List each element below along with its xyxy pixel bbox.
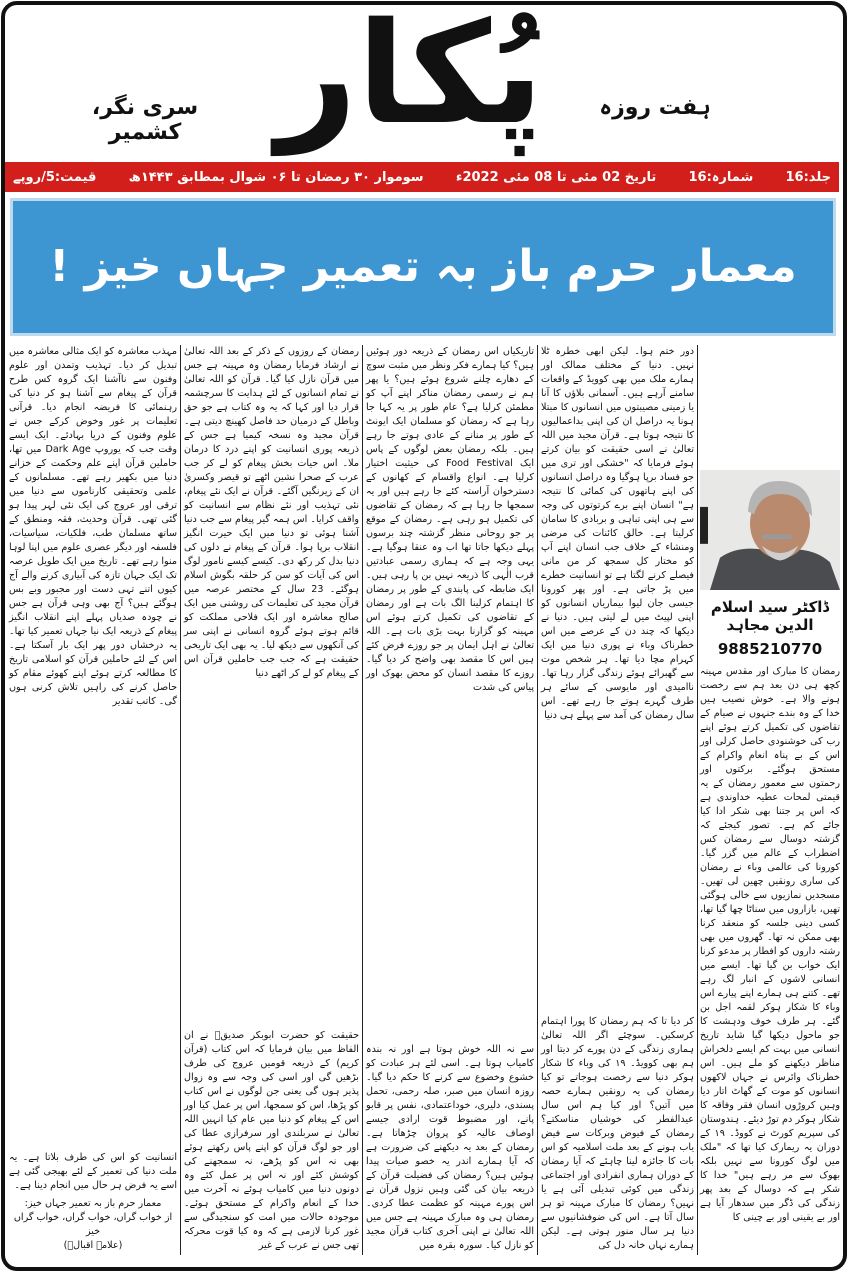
article-line: کرنے کی راہیں تلاش کرنی ہوں گی۔ کاتب تقدیر xyxy=(9,682,177,707)
column-divider xyxy=(180,345,181,1255)
article-line: رمضان کے فیوض وبرکات سے فیض یاب xyxy=(541,1128,694,1153)
article-line: ہوئے اس مہینہ کو گزارنا بہت بڑی بات ہے۔ xyxy=(366,612,534,637)
article-line: تعمیر کے لئے بھیجی گئی ہے اسے یہ فرض ہر حال xyxy=(9,1166,177,1191)
article-line: ہیں؟ کیا ہمارے فکر ونظر میں مثبت سوچ کے xyxy=(366,360,534,385)
article-line: ہوتی ہے۔ لیکن ہمارے نہاں خانہ دل کی xyxy=(541,1226,694,1251)
article-line: ہے۔ قرآن مجید میں اللہ تعالیٰ نے اسی حقیقت کو xyxy=(541,430,694,455)
article-line: صیام کے تقاضوں کی تکمیل کرتے ہوئے اپنے xyxy=(700,708,840,733)
article-column-5 xyxy=(9,345,177,1253)
column-end xyxy=(366,1043,534,1253)
article-line: ایک گروہ کس طرح قرآن کے پیغام سے آشنا ہو xyxy=(9,374,177,399)
price: قیمت:5/روپے xyxy=(13,169,97,185)
top-text-block xyxy=(9,345,177,709)
article-line: سے نہ اللہ خوش ہوتا ہے اور نہ بندہ کامیاب xyxy=(366,1044,534,1069)
article-line: بعد ہم سے رخصت ہونے والا ہے۔ خوش xyxy=(700,680,840,705)
article-line: کرتوتوں کی وجہ سے ہی اپنی تباہی و بربادی کا xyxy=(541,500,694,525)
column-end xyxy=(541,1015,694,1253)
article-line: لینا چاہئے کہ آیا رمضان کے دوران ہماری xyxy=(541,1156,694,1181)
article-line: دور ختم ہوا۔ لیکن ابھی خطرہ ٹلا نہیں۔ دنیا کے xyxy=(541,346,694,371)
article-line: ہوگئی تھیں، بازاروں میں سناٹا چھا گیا تھا، کسی xyxy=(700,890,840,929)
article-line: کئے وہ دونوں دنیا میں کامیاب ہوئے نہ آخرت میں خدا xyxy=(184,1170,359,1209)
article-line: ہونا یہ دراصل ان کی اپنی بداعمالیوں کا نتیجہ ہوتا xyxy=(541,416,694,441)
author-name: ڈاکٹر سید اسلام الدین مجاہد xyxy=(710,598,830,634)
article-line: بن گیا تھا۔ ایسے میں انسانی لاشوں کے انبار لگ xyxy=(700,960,840,985)
article-line: جان لیوا بیماریاں انسانوں کو اپنی لپیٹ میں لے xyxy=(541,598,694,623)
article-line: یہ بھی ایک تاریخی حقیقت ہے کہ جب جب xyxy=(184,640,359,665)
article-line: پابندی کے طور پر رمضان کا اہتمام کرلینا الگ xyxy=(366,584,535,609)
article-line: رکھ دی۔ کیسے کیسے نامور لوگ اس کی آیات کو سن xyxy=(184,556,359,581)
article-line: اللہ تعالیٰ نے اہل ایمان پر جو روزے فرض کئے xyxy=(366,626,534,651)
article-line: جا رہے ہیں۔ بلکہ رمضان بعض لوگوں کے پاس xyxy=(366,430,534,455)
article-line: قرآن ہے جس نے چودہ صدیاں پہلے اپنے xyxy=(9,598,177,623)
article-line: مسلمان طب، فلکیات، سیاسیات، فلسفہ اور دیگر xyxy=(9,528,177,553)
volume-number: جلد:16 xyxy=(785,169,831,185)
article-line: رسمی رمضان مناکر اپنے آپ کو مطمئن کرلیا ہے؟ xyxy=(366,388,535,413)
article-line: کورونا کی عالمی وباء نے رمضان کی ساری xyxy=(700,862,840,887)
poem-line: معمار حرم باز بہ تعمیر جہاں خیز: xyxy=(24,1198,162,1209)
article-line: رونقیں ہمارے حصہ میں آتیں؟ اور کیا ہم اس xyxy=(541,1086,694,1111)
article-line: دھارے چلنے شروع ہوئے ہیں؟ یا پھر ہم نے xyxy=(366,374,534,399)
article-line: ہے۔ رمضان کے موقع پر جو روحانی منظر گزشتہ xyxy=(366,514,534,539)
poem-line: از خواب گراں، خواب گراں، خواب گراں خیز xyxy=(13,1212,173,1237)
article-line: قابو پانے، اور مضبوط قوت ارادی جیسے اوصاف xyxy=(366,1100,534,1139)
column-end xyxy=(184,1029,359,1253)
article-line: انقلاب انگیز پیغام کے ذریعہ ایک نیا جہاں تعمیر xyxy=(9,612,177,637)
article-line: لیتی ہیں۔ دنیا نے دیکھا کہ چند دن کے عرصے xyxy=(541,612,694,637)
article-line: قرآن نازل کیا گیا۔ قرآن کو اللہ تعالیٰ نے تمام xyxy=(184,374,359,399)
article-line: سے دنیا میں ترقی اور عروج کی ایک نئی لہر پیدا ہو xyxy=(9,486,177,511)
article-line: الٰہی کا ذریعہ نہیں بن پا رہی ہیں۔ ایک ضابطہ کی xyxy=(366,570,534,595)
article-line: انسانی میں بہت کم ایسے دلخراش مناظر دیکھنے کو xyxy=(700,1044,840,1069)
article-line: تاریکیاں اس رمضان کے ذریعہ دور ہوئیں xyxy=(366,346,534,357)
article-line: اور اس کے پیغام کو دنیا میں عام کیا انہیں اللہ xyxy=(184,1100,359,1125)
article-line: ایک ایونٹ کے طور پر منانے کے عادی ہوتے xyxy=(366,416,534,441)
article-line: پورے کر دیتا اور ہم بھی کوویڈ۔ ۱۹ کی وباء کا شکار xyxy=(541,1044,694,1069)
article-line: خطرے میں پڑ جاتی ہے۔ اور پھر کورونا جیسی xyxy=(541,570,694,609)
article-line: قائم ہوتے ہوئے گروہ انسانی نے اپنی سر کی xyxy=(184,626,359,651)
article-line: ہوئی تو دنیا میں ایک حیرت انگیز انقلاب برپا xyxy=(184,528,359,553)
issue-info-bar xyxy=(5,162,839,192)
article-line: میں انجام دینا ہے۔ xyxy=(14,1180,89,1191)
article-line: وباء کا شکار ہوکر لقمہ اجل بن گئے۔ ہر طرف xyxy=(700,1002,840,1027)
article-line: قرآن نے اس پورے مہینہ کو عظمت xyxy=(366,1184,534,1209)
article-line: اس کے لئے حاملین قرآن کو اسلامی تاریخ کا xyxy=(9,654,177,679)
headline-banner xyxy=(10,198,836,336)
article-line: عرب کے صحرا نشین اٹھے تو قیصر وکسریٰ ان کے xyxy=(184,472,359,497)
article-line: رہا ہے کہ رمضان کے تقاضوں کی تکمیل ہو رہی xyxy=(366,500,534,525)
article-line: پناہ انعام واکرام کے مستحق ہوگئے۔ برکتوں اور xyxy=(700,750,840,775)
article-line: ہوا۔ قرآن کے پیغام نے دلوں کی دنیا بدل کر xyxy=(184,542,359,567)
article-line: ہوئے زندگی گزار رہا تھا۔ ناامیدی اور مایوسی xyxy=(541,668,694,693)
article-line: رمضان کا مبارک اور مقدس مہینہ کچھ ہی دن xyxy=(700,666,840,691)
article-line: عطا کردی۔ رمضان ہی وہ مبارک xyxy=(366,1198,534,1223)
article-line: کیا تھا۔ یہ درخشاں دور پھر ایک بار آسکتا ہے۔ xyxy=(9,626,177,651)
article-line: عام طور پر یہ کہا جا رہا ہے کہ رمضان کو مسلمان xyxy=(366,402,534,427)
article-line: ڈگر میں سدھار آیا ہے اور بے یقینی اور بے چینی کا xyxy=(700,1198,840,1223)
article-line: کے خلاف جب انسان اپنے آپ کو مختار کل سمجھ xyxy=(541,542,694,567)
article-line: رہے تھے۔ مسلمانوں کے علمی وتحقیقی کارناموں xyxy=(9,472,177,497)
article-line: ہے۔ اس کی ضوفشانیوں سے دنیا ہر سال منور xyxy=(541,1212,694,1237)
article-line: میں ایک صالح معاشرہ اور ایک فلاحی مملکت کو xyxy=(184,598,359,623)
article-line: کہرام مچا دیا تھا۔ ہر شخص موت سے گھبرائے xyxy=(541,654,694,679)
weekly-label: ہفت روزہ xyxy=(599,95,711,120)
article-line: بلاؤں کا آنا یا زمینی مصیبتوں میں انسانوں کا مبتلا xyxy=(541,388,694,413)
article-line: کے انعام واکرام کے مستحق ہوئے۔ موجودہ xyxy=(184,1198,359,1223)
article-line: مہذب معاشرہ کو ایک مثالی معاشرہ میں تبدیل xyxy=(9,346,177,371)
article-line: ذریعہ قومیں عروج کی طرف بڑھیں گی اور اسی کی xyxy=(184,1058,359,1083)
issue-number: شمارہ:16 xyxy=(688,169,754,185)
headline: معمار حرم باز بہ تعمیر جہاں خیز ! xyxy=(49,240,797,292)
article-line: کرایا۔ اس ہمہ گیر پیغام سے جب دنیا آشنا xyxy=(184,514,359,539)
bottom-text-block xyxy=(366,1043,534,1253)
article-line: درمان ملا۔ اس حیات بخش پیغام کو لے کر جب xyxy=(184,444,359,469)
top-text-block xyxy=(184,345,359,681)
article-line: حقیقت کو حضرت ابوبکر صدیقؓ نے ان الفاظ xyxy=(184,1030,359,1055)
article-line: کورونا سے نہیں بلکہ بھوک سے مر رہے ہیں" xyxy=(700,1156,840,1181)
article-line: کر من مانی فیصلے کرنے لگتا ہے تو انسانیت xyxy=(541,556,694,581)
logo-wordmark: پُکار xyxy=(276,0,544,156)
author-photo xyxy=(700,470,840,590)
article-line: تھے۔ اس سال رمضان کی آمد سے پہلے ہی دنیا xyxy=(541,696,694,721)
article-line: رب کی خوشنودی حاصل کرلی اور اس کے بے xyxy=(700,736,840,761)
article-line: انسانیت کو اس کی طرف بلاتا ہے۔ یہ ملت دنیا کی xyxy=(9,1152,177,1177)
article-line: مقصد انسان کو محض بھوک اور پیاس کی شدت xyxy=(366,668,534,693)
article-line: دوران یہ ریمارک کیا تھا کہ "ملک میں لوگ xyxy=(700,1142,840,1167)
article-line: نصیب ہیں خدا کے وہ بندے جنہوں نے xyxy=(700,694,840,719)
article-line: قرآن اپنے علم وحکمت کے خزانے دنیا میں بکھیر xyxy=(9,458,177,483)
article-line: ہیں اس کا مقصد بھی واضح کر دیا گیا۔ روزے کا xyxy=(366,654,534,679)
article-column-2 xyxy=(541,345,694,1253)
article-line: ہوتا ہے۔ اسی لئے ہر عبادت کو خشوع وخضوع xyxy=(366,1058,534,1083)
article-line: آبیاری کرنے والے آج کیوں اتنے تہی دست xyxy=(9,570,177,595)
article-line: کہا کہ یہ وہ کتاب ہے جو حق وباطل کے درمیان xyxy=(184,402,359,427)
article-line: صلہ رحمی، تحمل پسندی، دلیری، خوداعتمادی، نفس پر xyxy=(366,1086,534,1111)
masthead-logo xyxy=(240,0,580,165)
article-line: کر دیا تا کہ ہم رمضان کا پورا اہتمام کرسکیں۔ xyxy=(541,1016,694,1041)
bottom-text-block xyxy=(541,1015,694,1253)
article-line: کوویڈ کے واقعات سامنے آرہے ہیں۔ آسمانی xyxy=(541,374,695,399)
top-text-block xyxy=(700,665,840,1225)
article-line: خدا کا شکر ہے کہ دوسال کے بعد پھر زندگی کی xyxy=(700,1170,840,1209)
column-divider xyxy=(362,345,363,1255)
article-line: وجہ سے وہ زوال پذیر ہوں گی یعنی جن لوگوں xyxy=(184,1072,360,1097)
article-line: ملے ہیں۔ اس خطرناک وائرس نے جہاں لاکھوں xyxy=(700,1058,840,1083)
article-line: مختلف ممالک اور ہمارے ملک میں بھی xyxy=(541,360,694,385)
article-line: رہے تھے۔ کتنے ہی ہمارے اپنے پیارے اس xyxy=(700,974,840,999)
article-line: بھی رشتہ داروں کو افطار پر مدعو کرنا ایک خواب xyxy=(700,932,841,971)
issue-date: تاریخ 02 مئی تا 08 مئی 2022ء xyxy=(455,169,657,185)
article-line: عصری علوم میں اپنا لوہا منوا رہے تھے۔ تاریخ xyxy=(9,542,177,567)
article-line: کر دنیا کی رہنمائی کا فریضہ انجام دیا۔ قرآنی xyxy=(9,388,177,413)
article-line: سے کرنے کا حکم دیا گیا۔ روزہ انسان میں صبر، xyxy=(366,1072,534,1097)
article-line: یوروپ Dark Age میں تھا، حاملین xyxy=(9,444,177,469)
article-line: یا نہیں؟ رمضان کا مبارک مہینہ تو ہر سال آتا xyxy=(541,1184,694,1223)
article-line: دسترخوان آراستہ کئے جا رہے ہیں اور یہ سمجھا جا xyxy=(366,486,535,511)
article-column-1 xyxy=(700,665,840,1260)
article-column-4 xyxy=(184,345,359,1253)
top-text-block xyxy=(366,345,534,695)
article-line: نے اس کتاب کو پڑھا، اس کو سمجھا، اس پر عمل کیا xyxy=(184,1086,359,1111)
article-line: سال عیدالفطر کی خوشیاں مناسکتے؟ xyxy=(541,1100,694,1125)
article-column-3 xyxy=(366,345,534,1253)
article-line: خوف ودہشت کا جو ماحول دیکھا گیا شاید تاریخ xyxy=(700,1016,840,1041)
article-line: حد فاصل کھینچ دیتی ہے۔ قرآن مجید وہ نسخہ کیمیا xyxy=(184,416,359,441)
article-line: رونقیں چھین لی تھیں۔ مسجدیں نمازیوں سے خالی xyxy=(700,876,840,901)
article-line: مختصر عرصہ میں قرآن مجید کی تعلیمات کی روشنی xyxy=(184,584,359,609)
article-line: تعالیٰ نے سربلندی اور سرفرازی عطا کی اور جو xyxy=(184,1128,359,1153)
article-line: قرآن کے ذریعہ بیان کی گئی وہیں نزول xyxy=(366,1170,534,1195)
article-line: ہے۔ یہی وجہ ہے کہ ہماری رسمی عبادتیں قرب xyxy=(366,542,534,581)
article-line: صیات پیدا ہوئیں ہیں؟ رمضان کی فضیلت xyxy=(366,1156,534,1181)
author-portrait-image xyxy=(700,470,840,590)
article-line: اختیار کرلیا ہے۔ انواع واقسام کے کھانوں کے xyxy=(366,458,534,483)
article-line: میں اس خطرناک وباء نے پوری دنیا میں ایک xyxy=(541,626,694,651)
article-line: جائے کم ہے۔ تصور کیجئے کہ گزشتہ دوسال سے xyxy=(700,820,840,845)
poem-text-block xyxy=(9,1197,177,1253)
author-phone: 9885210770 xyxy=(717,640,823,658)
article-line: گئی تھی۔ قرآن وحدیث، فقہ ومنطق کے ساتھ xyxy=(9,514,177,539)
article-line: سوچئے اگر اللہ تعالیٰ ہماری زندگی کے دن xyxy=(541,1030,694,1055)
article-line: کر حلقہ بگوش اسلام ہوگئے۔ 23 سال کے xyxy=(184,570,359,595)
article-line: مہینہ ہے جس میں اللہ تعالیٰ نے اپنی آخری xyxy=(366,1212,534,1237)
article-line: دینی جلسہ کو منعقد کرنا بھی ممکن نہ تھا۔ گھروں میں xyxy=(700,918,840,943)
article-line: بات ہے اور رمضان کے تقاضوں کی تکمیل کرتے xyxy=(366,598,535,623)
article-line: جو فساد برپا ہوگیا وہ دراصل انسانوں کی اپنے xyxy=(541,472,694,497)
article-line: زیرنگیں آگئے۔ قرآن نے ایک نئے پیغام، نئی xyxy=(184,486,359,511)
city-label: سری نگر، کشمیر xyxy=(91,95,199,145)
bottom-text-block xyxy=(9,1151,177,1193)
poem-line: (علامہ اقبالؒ) xyxy=(63,1240,123,1251)
article-line: تعلیمات پر غور وخوض کرکے جس نے علوم وفنون xyxy=(9,416,177,441)
article-line: انفرادی اور اجتماعی زندگی میں کوئی تبدیلی آئی ہے xyxy=(541,1170,694,1195)
article-line: ہندوستان کی سپریم کورٹ نے کووڈ۔ ۱۹ کے xyxy=(700,1114,840,1139)
column-divider xyxy=(697,345,698,1255)
article-line: انسانوں کو موت کے گھاٹ اتار دیا وہیں کروڑوں xyxy=(700,1086,840,1111)
article-line: انسان فقر وفاقہ کا شکار ہوکر دم توڑ دیئے۔ xyxy=(700,1100,840,1125)
article-line: نے ارشاد فرمایا رمضان وہ مہینہ ہے جس میں xyxy=(184,360,359,385)
article-line: چند برسوں پہلے دیکھا جاتا تھا اب وہ عنقا ہوگیا xyxy=(366,528,534,553)
article-line: ہوکر دنیا سے رخصت ہوجاتے تو کیا رمضان کی یہ xyxy=(541,1072,694,1097)
article-line: رمضان کس اضطراب کے عالم میں گزر گیا۔ xyxy=(700,834,840,859)
article-line: رمضان کے روزوں کے ذکر کے بعد اللہ تعالیٰ xyxy=(184,346,359,357)
article-line: کر دیا۔ تہذیب وتمدن اور علوم وفنون سے ناآشنا xyxy=(9,360,177,385)
column-divider xyxy=(537,345,538,1255)
article-line: تہذیب اور نئے نظام سے انسانیت کو واقف xyxy=(184,500,359,525)
column-end xyxy=(9,1151,177,1253)
article-line: حالات میں امت کو سنجیدگی سے غور کرنا لازمی xyxy=(184,1212,359,1237)
article-line: کتاب قرآن مجید کو نازل کیا۔ سورہ بقرہ میں xyxy=(366,1226,534,1251)
article-line: کے دریا بہادئے۔ ایک ایسے وقت جب کہ xyxy=(9,430,177,455)
article-line: دیکھنے کی ضرورت ہے کہ آیا ہمارے اندر یہ خصو xyxy=(366,1142,535,1167)
article-line: عطیہ خداوندی ہے کہ اس پر جتنا بھی شکر ادا کیا xyxy=(700,792,840,817)
article-line: میں ایک طویل عرصہ تک ایک جہان تازہ کی xyxy=(9,556,177,581)
article-line: اور مجبور وبے بس ہوگئے ہیں؟ آج بھی وہی xyxy=(9,584,177,609)
top-text-block xyxy=(541,345,694,723)
article-line: ایک Food Festival کی حیثیت xyxy=(395,458,534,469)
article-line: رحمتوں سے معمور رمضان کے یہ قیمتی لمحات xyxy=(700,778,840,803)
article-line: کو پڑھے، نہ سمجھنے کی کوشش کئے اور نہ اس پر عمل xyxy=(184,1156,359,1181)
article-line: سامان کرلیتا ہے۔ خالق کائنات کی مرضی ومنشاء xyxy=(541,514,694,553)
article-line: انسانوں کے لئے ہدایت کا سرچشمہ قرار دیا اور xyxy=(184,388,359,413)
article-line: ہاتھوں کی کمائی کا نتیجہ ہے" انسان اپنے برے xyxy=(541,486,694,511)
article-line: ہے جس کے ذریعہ پوری انسانیت کو اپنے درد کا xyxy=(184,430,359,455)
article-line: بیان کرتے ہوئے فرمایا کہ "خشکی اور تری میں xyxy=(541,444,694,469)
article-line: عالیہ کو پروان چڑھاتا ہے۔ رمضان کے بعد یہ xyxy=(366,1128,534,1153)
article-line: آنکھوں سے دیکھ لیا۔ xyxy=(260,640,344,651)
bottom-text-block xyxy=(184,1029,359,1253)
article-line: میں بیان فرمایا کہ اس کتاب (قرآن کریم) کے xyxy=(184,1044,359,1069)
article-line: حاملین قرآن اس کے پیغام کو لے کر اٹھے دنیا xyxy=(184,654,359,679)
article-line: مطالعہ کرتے ہوئے اپنے کھوئے مقام کو حاصل xyxy=(9,668,177,693)
article-line: لوگ قرآن کو اپنے پاس رکھتے ہوئے بھی نہ اس xyxy=(184,1142,359,1167)
article-line: کے سائے ہر طرف گہرے ہوتے جا رہے xyxy=(541,682,694,707)
hijri-date: سوموار ۳۰ رمضان تا ۰۶ شوال بمطابق ۱۴۴۳ھ xyxy=(128,169,424,185)
article-line: ہونے کے بعد ملت اسلامیہ کو اس بات کا جائزہ xyxy=(541,1142,694,1167)
article-line: ہے کہ وہ کیا قوت محرکہ تھی جس نے عرب کے غیر xyxy=(184,1226,359,1251)
